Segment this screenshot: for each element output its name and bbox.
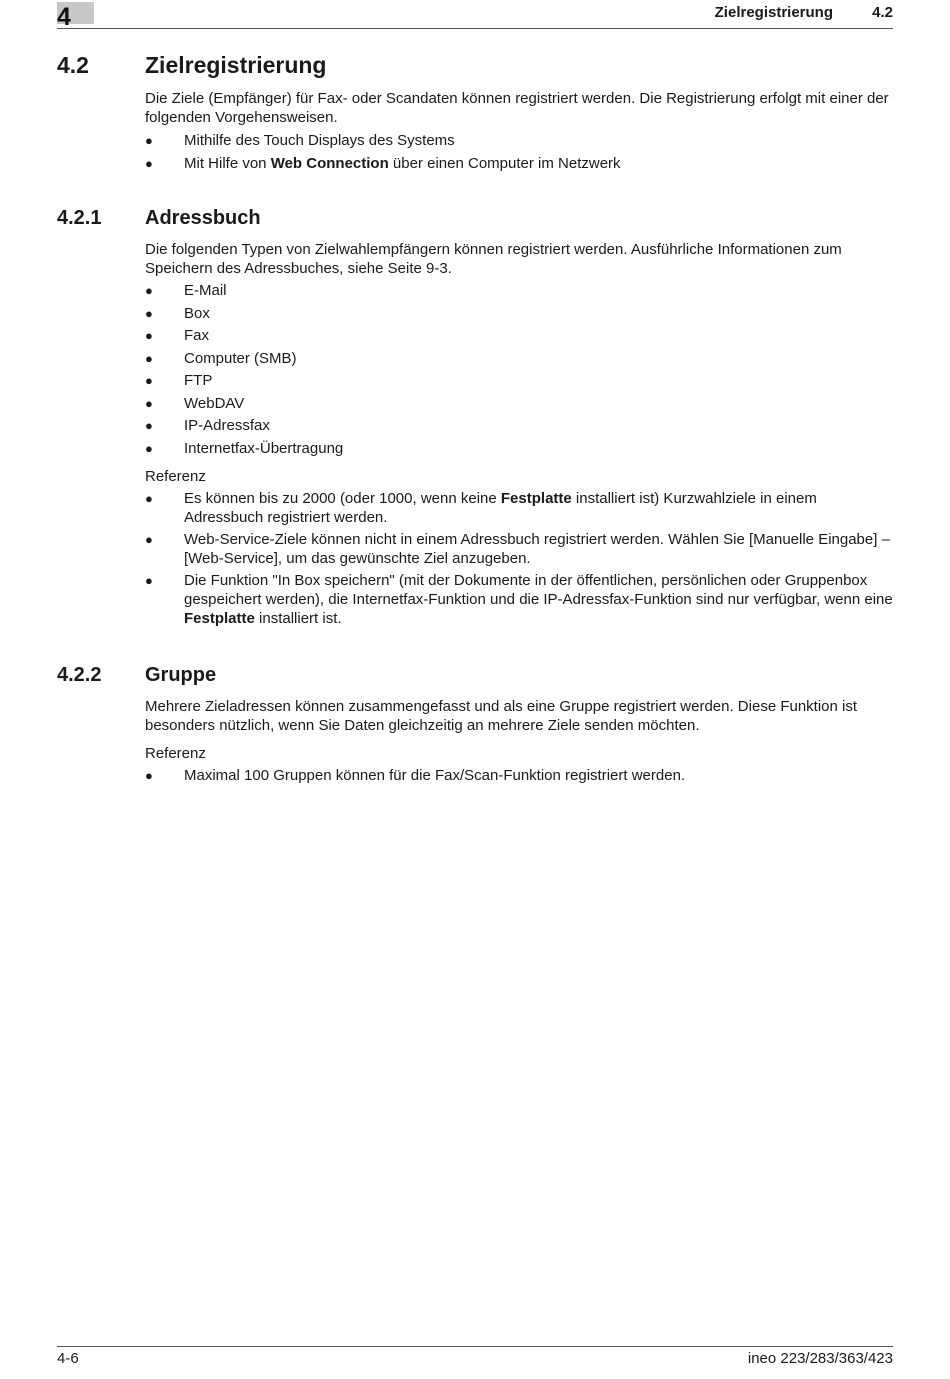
section-heading-4-2 [57, 51, 326, 79]
header-divider [57, 28, 893, 29]
list-item: ● Es können bis zu 2000 (oder 1000, wenn keine Festplatte installiert ist) Kurzwahlziele in einem Adressbuch registriert werden. [145, 490, 817, 526]
reference-list [145, 489, 895, 631]
running-header-section: 4.2 [872, 4, 893, 21]
bullet-icon: ● [145, 328, 153, 343]
section-title: Gruppe [145, 664, 217, 686]
list-item: ● Maximal 100 Gruppen können für die Fax/Scan-Funktion registriert werden. [145, 767, 686, 784]
bullet-icon: ● [145, 155, 153, 171]
section-number: 4.2.1 [57, 207, 102, 229]
bullet-icon: ● [145, 373, 153, 388]
bullet-icon: ● [145, 532, 153, 547]
bullet-icon: ● [145, 440, 153, 456]
section-number: 4.2 [57, 52, 89, 78]
list-item: ● Web-Service-Ziele können nicht in einem Adressbuch registriert werden. Wählen Sie [Manuelle Eingabe] – [Web-Service], um das gewünschte Ziel anzugeben. [145, 531, 890, 567]
section-heading-4-2-1 [57, 205, 261, 231]
reference-label: Referenz [145, 745, 206, 762]
bold-term: Web Connection [270, 154, 389, 172]
list-item: ● WebDAV [145, 394, 245, 412]
bold-term: Festplatte [500, 490, 572, 507]
bullet-icon: ● [145, 283, 153, 298]
bullet-icon: ● [145, 350, 153, 366]
section-title: Adressbuch [145, 207, 261, 229]
list-item: ● Computer (SMB) [145, 349, 297, 367]
section-number: 4.2.2 [57, 664, 102, 686]
bullet-icon: ● [145, 491, 153, 506]
bullet-icon: ● [145, 395, 153, 411]
product-name: ineo 223/283/363/423 [747, 1350, 893, 1367]
footer-divider [57, 1346, 893, 1347]
list-item: ● Box [145, 304, 210, 322]
bullet-icon: ● [145, 133, 153, 148]
list-item: ● Internetfax-Übertragung [145, 439, 344, 457]
list-item: ● Fax [145, 327, 210, 344]
list-item: ● IP-Adressfax [145, 417, 270, 434]
list-item: ● FTP [145, 372, 213, 389]
list-item: ● Mit Hilfe von Web Connection über einen Computer im Netzwerk [145, 154, 621, 172]
section-title: Zielregistrierung [145, 52, 327, 78]
reference-list [145, 766, 895, 785]
section-intro: Mehrere Zieladressen können zusammengefasst und als eine Gruppe registriert werden. Diese Funktion ist besonders nützlich, wenn Sie Daten gleichzeitig an mehrere Ziele senden möchten. [145, 698, 858, 734]
bullet-icon: ● [145, 573, 153, 588]
list-item: ● Die Funktion "In Box speichern" (mit der Dokumente in der öffentlichen, persönlichen oder Gruppenbox gespeichert werden), die Internetfax-Funktion und die IP-Adressfax-Funktion sind nur verfügbar, wenn eine Festplatte installiert ist. [145, 572, 893, 627]
bullet-icon: ● [145, 305, 153, 321]
method-list [145, 131, 895, 173]
reference-label: Referenz [145, 468, 206, 485]
section-intro: Die Ziele (Empfänger) für Fax- oder Scandaten können registriert werden. Die Registrierung erfolgt mit einer der folgenden Vorgehensweisen. [145, 90, 889, 126]
list-item: ● Mithilfe des Touch Displays des Systems [145, 132, 455, 149]
section-intro: Die folgenden Typen von Zielwahlempfängern können registriert werden. Ausführliche Informationen zum Speichern des Adressbuches, siehe Seite 9-3. [145, 241, 842, 277]
chapter-number: 4 [57, 3, 71, 31]
bullet-icon: ● [145, 768, 153, 783]
running-header-title: Zielregistrierung [714, 4, 833, 21]
list-item: ● E-Mail [145, 282, 227, 299]
destination-type-list [145, 281, 895, 461]
bold-term: Festplatte [184, 610, 255, 627]
bullet-icon: ● [145, 418, 153, 433]
section-heading-4-2-2 [57, 662, 216, 688]
page-number: 4-6 [57, 1350, 79, 1367]
